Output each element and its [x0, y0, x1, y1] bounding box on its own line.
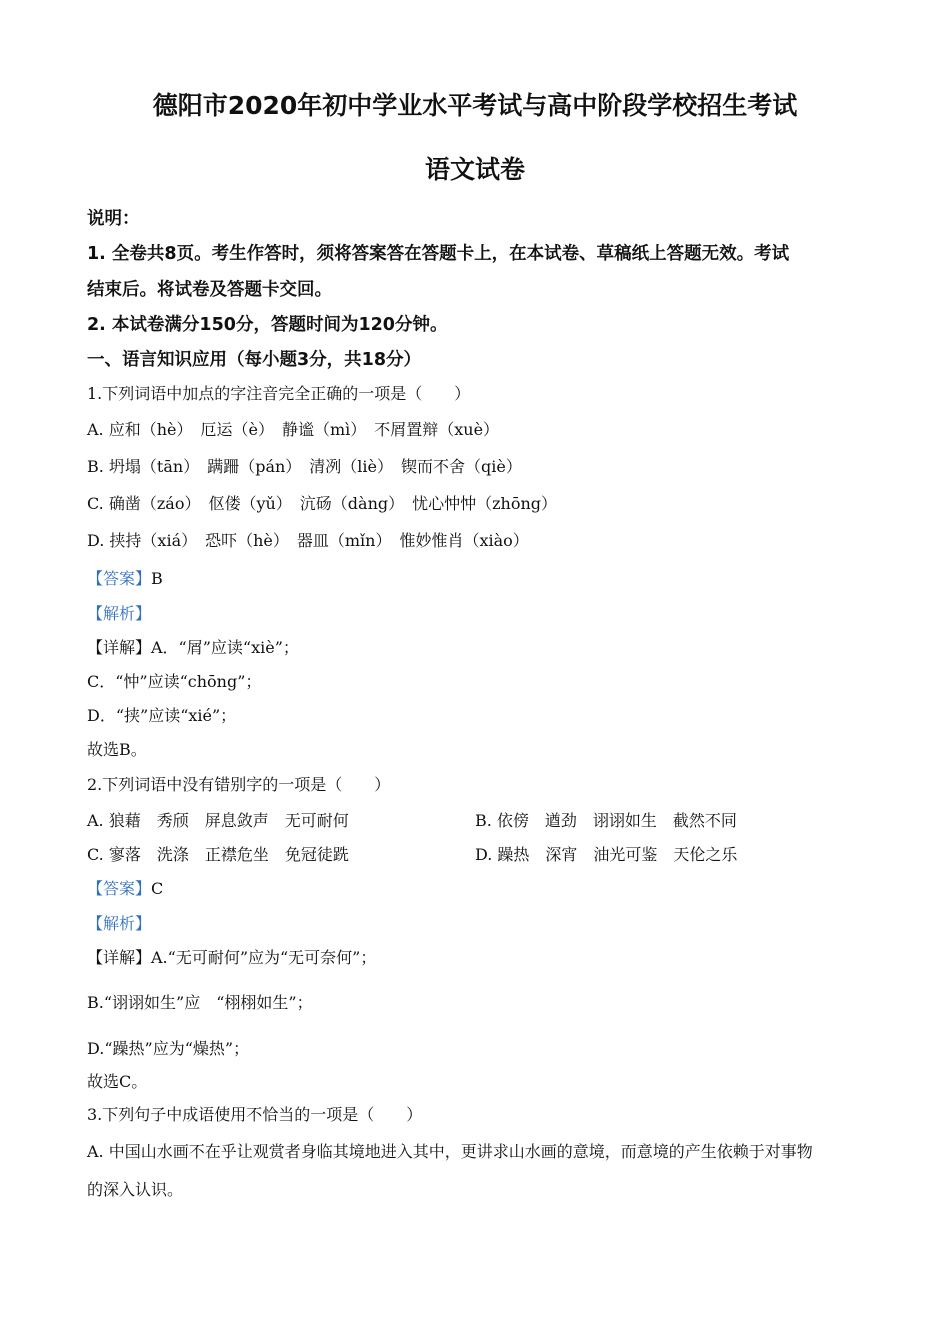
- q2-stem: 2.下列词语中没有错别字的一项是（ ）: [87, 775, 391, 794]
- q1-detail-1: 【详解】A．“屑”应读“xiè”；: [87, 638, 299, 657]
- q1-detail-3: D．“挟”应读“xié”；: [87, 706, 237, 725]
- q2-detail-3: D.“躁热”应为“燥热”；: [87, 1039, 250, 1058]
- q2-answer-value: C: [151, 879, 164, 898]
- q3-option-a-line-1: A. 中国山水画不在乎让观赏者身临其境地进入其中，更讲求山水画的意境，而意境的产生依赖于对事物: [87, 1142, 813, 1161]
- q2-detail-4: 故选C。: [87, 1072, 148, 1091]
- q3-stem: 3.下列句子中成语使用不恰当的一项是（ ）: [87, 1105, 423, 1124]
- q2-option-c: C. 寥落 洗涤 正襟危坐 免冠徒跣: [87, 845, 349, 864]
- q1-answer-value: B: [151, 569, 163, 588]
- q2-answer: [87, 876, 163, 899]
- exam-subtitle: 语文试卷: [424, 155, 525, 184]
- exam-title: 德阳市2020年初中学业水平考试与高中阶段学校招生考试: [152, 91, 798, 120]
- q1-option-c: C. 确凿（záo） 伛偻（yǔ） 沆砀（dàng） 忧心忡忡（zhōng）: [87, 494, 558, 513]
- q1-detail-2: C．“忡”应读“chōng”；: [87, 672, 262, 691]
- q1-option-d: D. 挟持（xiá） 恐吓（hè） 器皿（mǐn） 惟妙惟肖（xiào）: [87, 531, 529, 550]
- q3-option-a-line-2: 的深入认识。: [87, 1180, 184, 1199]
- q2-option-b: B. 依傍 遒劲 诩诩如生 截然不同: [475, 811, 737, 830]
- q2-answer-label: 【答案】: [87, 879, 152, 898]
- q2-option-a: A. 狼藉 秀颀 屏息敛声 无可耐何: [87, 811, 349, 830]
- q1-answer: [87, 566, 163, 589]
- q1-answer-label: 【答案】: [87, 569, 152, 588]
- q1-stem: 1.下列词语中加点的字注音完全正确的一项是（ ）: [87, 384, 471, 403]
- q2-detail-1: 【详解】A.“无可耐何”应为“无可奈何”；: [87, 948, 377, 967]
- q2-option-d: D. 躁热 深宵 油光可鉴 天伦之乐: [475, 845, 738, 864]
- instruction-2: 2. 本试卷满分150分，答题时间为120分钟。: [87, 315, 448, 335]
- q1-detail-4: 故选B。: [87, 740, 147, 759]
- section-1-heading: 一、语言知识应用（每小题3分，共18分）: [87, 350, 422, 370]
- q2-detail-2: B.“诩诩如生”应 “栩栩如生”；: [87, 993, 313, 1012]
- instruction-1-line-1: 1. 全卷共8页。考生作答时，须将答案答在答题卡上，在本试卷、草稿纸上答题无效。考试: [87, 244, 790, 264]
- q1-option-b: B. 坍塌（tān） 蹒跚（pán） 清冽（liè） 锲而不舍（qiè）: [87, 457, 522, 476]
- q1-analysis-label: 【解析】: [87, 604, 152, 623]
- q1-option-a: A. 应和（hè） 厄运（è） 静谧（mì） 不屑置辩（xuè）: [87, 420, 500, 439]
- q2-analysis-label: 【解析】: [87, 914, 152, 933]
- instruction-1-line-2: 结束后。将试卷及答题卡交回。: [87, 280, 332, 300]
- instructions-heading: 说明：: [87, 209, 140, 229]
